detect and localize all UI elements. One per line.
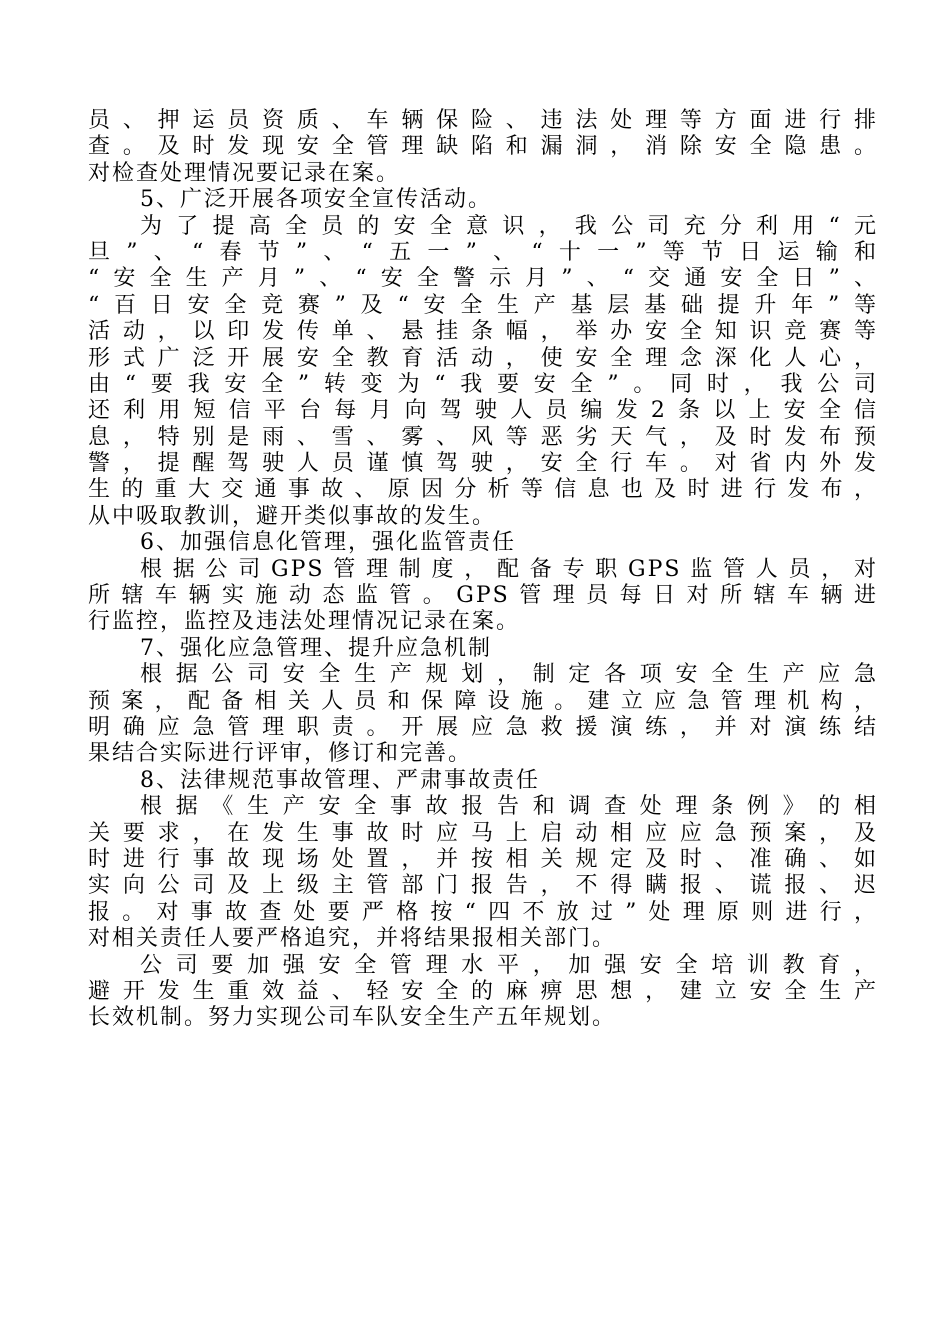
text-line: 所辖车辆实施动态监管。GPS管理员每日对所辖车辆进 (88, 583, 878, 609)
document-body (88, 108, 878, 1032)
text-line: 实向公司及上级主管部门报告，不得瞒报、谎报、迟 (88, 873, 878, 899)
text-line: 员、押运员资质、车辆保险、违法处理等方面进行排 (88, 108, 878, 133)
text-line: 旦”、“春节”、“五一”、“十一”等节日运输和 (88, 239, 878, 265)
text-line: “百日安全竞赛”及“安全生产基层基础提升年”等 (88, 292, 878, 318)
text-line: 长效机制。努力实现公司车队安全生产五年规划。 (88, 1005, 617, 1031)
text-line: 报。对事故查处要严格按“四不放过”处理原则进行， (88, 899, 878, 925)
text-line: 行监控，监控及违法处理情况记录在案。 (88, 609, 521, 635)
text-line: 还利用短信平台每月向驾驶人员编发2条以上安全信 (88, 398, 878, 424)
text-line: 息，特别是雨、雪、雾、风等恶劣天气，及时发布预 (88, 424, 878, 450)
text-line: 对检查处理情况要记录在案。 (88, 160, 401, 186)
text-line: 6、加强信息化管理，强化监管责任 (140, 530, 516, 556)
text-line: 活动，以印发传单、悬挂条幅，举办安全知识竞赛等 (88, 319, 878, 345)
text-line: 生的重大交通事故、原因分析等信息也及时进行发布， (88, 477, 878, 503)
text-line: 预案，配备相关人员和保障设施。建立应急管理机构， (88, 688, 878, 714)
text-line: 对相关责任人要严格追究，并将结果报相关部门。 (88, 926, 617, 952)
text-line: 由“要我安全”转变为“我要安全”。同时，我公司 (88, 371, 878, 397)
text-line: 根据公司GPS管理制度，配备专职GPS监管人员，对 (140, 556, 878, 582)
text-line: 从中吸取教训，避开类似事故的发生。 (88, 503, 497, 529)
text-line: 避开发生重效益、轻安全的麻痹思想，建立安全生产 (88, 978, 878, 1004)
text-line: 关要求，在发生事故时应马上启动相应应急预案，及 (88, 820, 878, 846)
text-line: “安全生产月”、“安全警示月”、“交通安全日”、 (88, 266, 878, 292)
text-line: 时进行事故现场处置，并按相关规定及时、准确、如 (88, 846, 878, 872)
text-line: 明确应急管理职责。开展应急救援演练，并对演练结 (88, 714, 878, 740)
text-line: 根据公司安全生产规划，制定各项安全生产应急 (140, 662, 878, 688)
text-line: 形式广泛开展安全教育活动，使安全理念深化人心， (88, 345, 878, 371)
text-line: 公司要加强安全管理水平，加强安全培训教育， (140, 952, 878, 978)
text-line: 根据《生产安全事故报告和调查处理条例》的相 (140, 794, 878, 820)
text-line: 8、法律规范事故管理、严肃事故责任 (140, 767, 540, 793)
text-line: 警，提醒驾驶人员谨慎驾驶，安全行车。对省内外发 (88, 451, 878, 477)
text-line: 为了提高全员的安全意识，我公司充分利用“元 (140, 213, 878, 239)
text-line: 果结合实际进行评审，修订和完善。 (88, 741, 473, 767)
text-line: 5、广泛开展各项安全宣传活动。 (140, 187, 492, 213)
text-line: 查。及时发现安全管理缺陷和漏洞，消除安全隐患。 (88, 134, 878, 160)
text-line: 7、强化应急管理、提升应急机制 (140, 635, 492, 661)
